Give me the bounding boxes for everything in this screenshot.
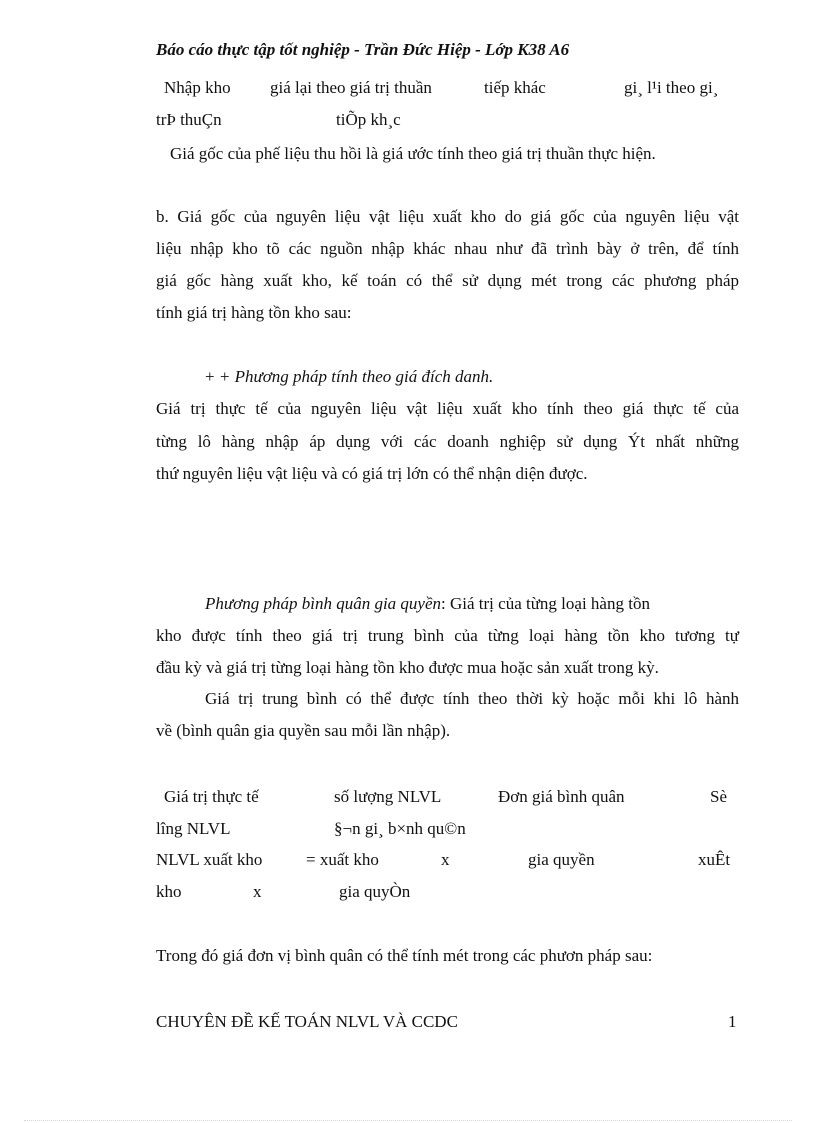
closing-line: Trong đó giá đơn vị bình quân có thể tính mét trong các phươn pháp sau: [156, 946, 653, 965]
formula-r4-c2: x [253, 882, 262, 901]
para-b-line1: b. Giá gốc của nguyên liệu vật liệu xuất kho do giá gốc của nguyên liệu vật [156, 207, 739, 226]
method2-line2: kho được tính theo giá trị trung bình của từng loại hàng tồn kho tương tự [156, 626, 739, 645]
method1-heading-text: + Phương pháp tính theo giá đích danh. [218, 367, 494, 386]
para-b-line2: liệu nhập kho tõ các nguồn nhập khác nhau như đã trình bày ở trên, để tính [156, 239, 739, 258]
method2-title: Phương pháp bình quân gia quyền [205, 594, 442, 613]
page-bottom-rule [24, 1120, 792, 1121]
formula-r1-c2: số lượng NLVL [334, 787, 442, 806]
row2-col1: trÞ thuÇn [156, 110, 222, 129]
method1-body-line3: thứ nguyên liệu vật liệu và có giá trị lớn có thể nhận diện được. [156, 464, 588, 483]
method2-line1-rest: : Giá trị của từng loại hàng tồn [441, 594, 650, 613]
formula-r3-c2: = xuất kho [306, 850, 379, 869]
formula-r3-c4: gia quyền [528, 850, 595, 869]
formula-r3-c1: NLVL xuất kho [156, 850, 263, 869]
formula-r3-c3: x [441, 850, 450, 869]
row1-col3: tiếp khác [484, 78, 546, 97]
method2-line4: Giá trị trung bình có thể được tính theo thời kỳ hoặc mỗi khi lô hành [205, 689, 739, 708]
formula-r4-c1: kho [156, 882, 182, 901]
formula-r1-c4: Sè [710, 787, 727, 806]
para-b-line3: giá gốc hàng xuất kho, kế toán có thể sử dụng mét trong các phương pháp [156, 271, 739, 290]
method2-line1 [205, 594, 739, 614]
formula-r2-c1: lîng NLVL [156, 819, 231, 838]
row1-col2: giá lại theo giá trị thuần [270, 78, 432, 97]
row1-col1: Nhập kho [164, 78, 231, 97]
formula-r1-c1: Giá trị thực tế [164, 787, 259, 806]
formula-r2-c2: §¬n gi¸ b×nh qu©n [334, 819, 466, 838]
scrap-value-line: Giá gốc của phế liệu thu hồi là giá ước tính theo giá trị thuần thực hiện. [170, 144, 656, 163]
method1-body-line1: Giá trị thực tế của nguyên liệu vật liệu xuất kho tính theo giá thực tế của [156, 399, 739, 418]
formula-r3-c5: xuÊt [698, 850, 731, 869]
footer-title: CHUYÊN ĐỀ KẾ TOÁN NLVL VÀ CCDC [156, 1012, 458, 1031]
row1-col4: gi¸ l¹i theo gi¸ [624, 78, 719, 97]
method2-line3: đầu kỳ và giá trị từng loại hàng tồn kho được mua hoặc sản xuất trong kỳ. [156, 658, 659, 677]
page-number: 1 [728, 1012, 737, 1031]
row2-col2: tiÕp kh¸c [336, 110, 401, 129]
report-header: Báo cáo thực tập tốt nghiệp - Trần Đức Hiệp - Lớp K38 A6 [156, 40, 570, 59]
method1-body-line2: từng lô hàng nhập áp dụng với các doanh nghiệp sử dụng Ýt nhất những [156, 432, 739, 451]
method1-heading: + + Phương pháp tính theo giá đích danh. [205, 367, 494, 386]
para-b-line4: tính giá trị hàng tồn kho sau: [156, 303, 352, 322]
formula-r4-c3: gia quyÒn [339, 882, 411, 901]
method2-line5: về (bình quân gia quyền sau mỗi lần nhập). [156, 721, 451, 740]
formula-r1-c3: Đơn giá bình quân [498, 787, 625, 806]
